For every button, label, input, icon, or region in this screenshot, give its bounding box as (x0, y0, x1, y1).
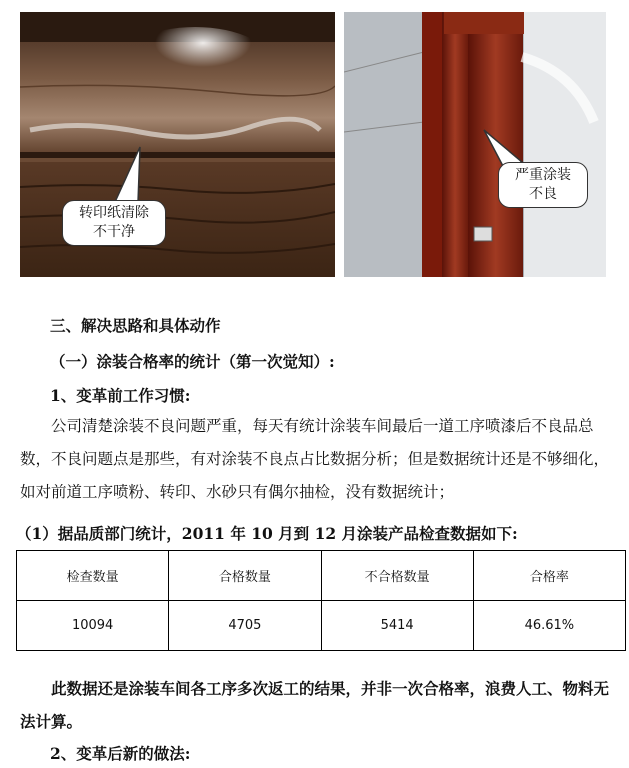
table-caption: （1）据品质部门统计，2011 年 10 月到 12 月涂装产品检查数据如下: (16, 524, 518, 543)
photo-severe-coating-defect (344, 12, 606, 277)
cell-inspected-qty: 10094 (17, 601, 169, 651)
header-failed-qty: 不合格数量 (321, 551, 473, 601)
callout-severe-coating: 严重涂装 不良 (498, 162, 588, 208)
header-pass-rate: 合格率 (473, 551, 625, 601)
item2-heading: 2、变革后新的做法: (50, 744, 191, 763)
inspection-data-table (16, 550, 626, 651)
table-header-row (17, 551, 626, 601)
subsection-heading: （一）涂装合格率的统计（第一次觉知）: (50, 352, 335, 371)
photo-transfer-paper-residue (20, 12, 335, 277)
header-passed-qty: 合格数量 (169, 551, 321, 601)
table-row (17, 601, 626, 651)
paragraph-before-change: 公司清楚涂装不良问题严重，每天有统计涂装车间最后一道工序喷漆后不良品总数，不良问题点是那些，有对涂装不良点占比数据分析；但是数据统计还是不够细化，如对前道工序喷粉、转印、水砂只有偶尔抽检，没有数据统计； (20, 417, 610, 501)
header-inspected-qty: 检查数量 (17, 551, 169, 601)
cell-pass-rate: 46.61% (473, 601, 625, 651)
cell-passed-qty: 4705 (169, 601, 321, 651)
paragraph-rework-note: 此数据还是涂装车间各工序多次返工的结果，并非一次合格率，浪费人工、物料无法计算。 (20, 679, 610, 731)
callout-transfer-paper: 转印纸清除 不干净 (62, 200, 166, 246)
item1-heading: 1、变革前工作习惯: (50, 386, 191, 405)
cell-failed-qty: 5414 (321, 601, 473, 651)
section-heading: 三、解决思路和具体动作 (50, 316, 221, 335)
